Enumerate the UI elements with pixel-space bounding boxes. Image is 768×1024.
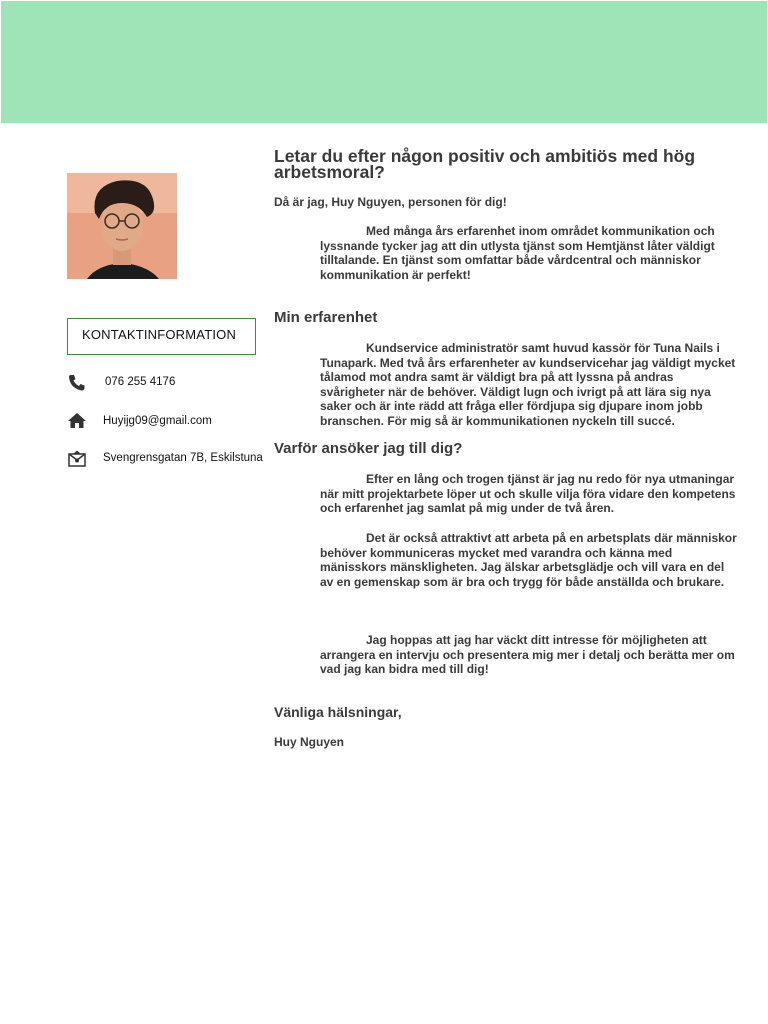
signature-name: Huy Nguyen	[274, 735, 345, 749]
header-band	[1, 1, 767, 123]
closing-greeting: Vänliga hälsningar,	[274, 704, 402, 720]
profile-photo	[67, 173, 177, 279]
email-address[interactable]: Huyijg09@gmail.com	[103, 415, 212, 427]
experience-paragraph: Kundservice administratör samt huvud kassör för Tuna Nails i Tunapark. Med två års erfarenheter av kundservicehar jag väldigt mycket tålamod mot andra samt är väldigt bra på att lyssna på andras svårigheter när de behöver. Väldigt lugn och ivrigt på att lära sig nya saker och är inte rädd att fråga eller fördjupa sig djupare inom jobb branschen. För mig så är kommunikationen nyckeln till succé.	[320, 341, 736, 428]
letter-lead: Då är jag, Huy Nguyen, personen för dig!	[274, 195, 507, 209]
experience-heading: Min erfarenhet	[274, 309, 378, 326]
why-heading: Varför ansöker jag till dig?	[274, 440, 463, 457]
contact-email	[67, 411, 267, 431]
letter-headline: Letar du efter någon positiv och ambitiös med hög arbetsmoral?	[274, 146, 696, 182]
contact-heading: KONTAKTINFORMATION	[82, 327, 237, 342]
postal-address: Svengrensgatan 7B, Eskilstuna	[103, 452, 263, 464]
why-paragraph-2: Det är också attraktivt att arbeta på en arbetsplats där människor behöver kommuniceras mycket med varandra och känna med mänisskors mänskligheten. Jag älskar arbetsglädje och vill vara en del av en gemenskap som är bra och trygg för både anställda och brukare.	[320, 531, 737, 589]
why-paragraph-3: Jag hoppas att jag har väckt ditt intresse för möjligheten att arrangera en intervju och presentera mig mer i detalj och berätta mer om vad jag kan bidra med till dig!	[320, 633, 735, 677]
contact-heading-box	[67, 318, 256, 355]
envelope-icon	[67, 449, 87, 469]
contact-phone	[67, 373, 267, 393]
intro-paragraph: Med många års erfarenhet inom området kommunikation och lyssnande tycker jag att din utlysta tjänst som Hemtjänst låter väldigt tilltalande. En tjänst som omfattar både vårdcentral och människor kommunikation är perfekt!	[320, 224, 715, 282]
why-paragraph-1: Efter en lång och trogen tjänst är jag nu redo för nya utmaningar när mitt projektarbete löper ut och skulle vilja föra vidare den kompetens och erfarenhet jag samlat på mig under de två åren.	[320, 472, 736, 516]
home-icon	[67, 411, 87, 431]
contact-address	[67, 449, 267, 469]
phone-number[interactable]: 076 255 4176	[105, 376, 176, 388]
phone-icon	[67, 373, 87, 393]
